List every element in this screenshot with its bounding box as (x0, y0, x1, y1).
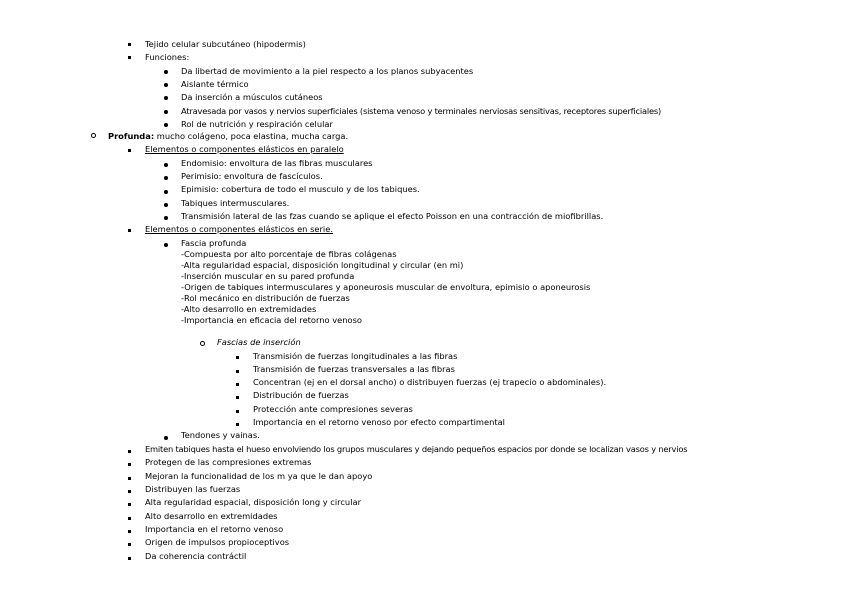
bullet-dot (164, 159, 168, 171)
list-item-text: Emiten tabiques hasta el hueso envolviendo los grupos musculares y dejando pequeños espacios por donde se localizan vasos y nervios (145, 444, 688, 454)
bullet-dot (164, 199, 168, 211)
subsection-title: Elementos o componentes elásticos en paralelo (145, 144, 344, 154)
bullet-dot (164, 66, 168, 78)
detail-line: -Origen de tabiques intermusculares y aponeurosis muscular de envoltura, epimisio o aponeurosis (181, 282, 591, 292)
bullet-square (128, 526, 131, 538)
bullet-ring (91, 130, 96, 142)
list-item-text: Endomisio: envoltura de las fibras musculares (181, 158, 373, 168)
bullet-dot (164, 239, 168, 251)
list-item-text: Mejoran la funcionalidad de los m ya que le dan apoyo (145, 471, 373, 481)
bullet-square (236, 352, 239, 364)
bullet-dot (164, 79, 168, 91)
list-item-text: Epimisio: cobertura de todo el musculo y de los tabiques. (181, 184, 420, 194)
list-item-text: Fascia profunda (181, 238, 247, 248)
list-item-text: Transmisión lateral de las fzas cuando se aplique el efecto Poisson en una contracción de miofibrillas. (181, 211, 604, 221)
list-item-text: Transmisión de fuerzas longitudinales a las fibras (253, 351, 458, 361)
detail-line: -Compuesta por alto porcentaje de fibras colágenas (181, 249, 397, 259)
subsection-title: Elementos o componentes elásticos en serie. (145, 224, 333, 234)
bullet-square (128, 553, 131, 565)
detail-line: -Inserción muscular en su pared profunda (181, 271, 355, 281)
bullet-square (128, 499, 131, 511)
list-item-text: Atravesada por vasos y nervios superficiales (sistema venoso y terminales nerviosas sensitivas, receptores superficiales) (181, 106, 662, 116)
section-description: mucho colágeno, poca elastina, mucha carga. (154, 131, 349, 141)
list-item-text: Da inserción a músculos cutáneos (181, 92, 323, 102)
detail-line: -Importancia en eficacia del retorno venoso (181, 315, 362, 325)
list-item-text: Protección ante compresiones severas (253, 404, 413, 414)
list-item-text: Da coherencia contráctil (145, 551, 247, 561)
bullet-square (236, 366, 239, 378)
list-item-text: Distribución de fuerzas (253, 390, 349, 400)
list-item-text: Protegen de las compresiones extremas (145, 457, 312, 467)
detail-line: -Alto desarrollo en extremidades (181, 304, 317, 314)
bullet-square (128, 539, 131, 551)
list-item-text: Da libertad de movimiento a la piel respecto a los planos subyacentes (181, 66, 474, 76)
list-item-text: Rol de nutrición y respiración celular (181, 119, 333, 129)
detail-line: -Rol mecánico en distribución de fuerzas (181, 293, 350, 303)
bullet-square (236, 379, 239, 391)
bullet-square (128, 145, 131, 157)
bullet-dot (164, 106, 168, 118)
bullet-square (128, 486, 131, 498)
list-item-text: Importancia en el retorno venoso (145, 524, 284, 534)
list-item-text: Transmisión de fuerzas transversales a las fibras (253, 364, 455, 374)
bullet-square (128, 446, 131, 458)
list-item-text: Tabiques intermusculares. (181, 198, 290, 208)
bullet-square (128, 473, 131, 485)
bullet-ring (200, 338, 205, 350)
bullet-square (236, 392, 239, 404)
bullet-square (128, 459, 131, 471)
bullet-dot (164, 92, 168, 104)
list-item-text: Alto desarrollo en extremidades (145, 511, 278, 521)
bullet-square (236, 406, 239, 418)
bullet-square (128, 513, 131, 525)
subsection-title-italic: Fascias de inserción (217, 337, 301, 347)
list-item-text: Distribuyen las fuerzas (145, 484, 241, 494)
bullet-dot (164, 172, 168, 184)
list-item-text: Alta regularidad espacial, disposición long y circular (145, 497, 361, 507)
bullet-square (128, 39, 131, 51)
list-item-text: Concentran (ej en el dorsal ancho) o distribuyen fuerzas (ej trapecio o abdominales). (253, 377, 607, 387)
bullet-square (128, 225, 131, 237)
list-item-text: Tejido celular subcutáneo (hipodermis) (145, 39, 306, 49)
section-heading-line (108, 130, 348, 142)
bullet-dot (164, 186, 168, 198)
section-label: Profunda: (108, 131, 155, 141)
list-item-text: Importancia en el retorno venoso por efecto compartimental (253, 417, 505, 427)
list-item-text: Funciones: (145, 52, 190, 62)
list-item-text: Aislante térmico (181, 79, 249, 89)
bullet-square (128, 52, 131, 64)
list-item-text: Tendones y vainas. (181, 430, 260, 440)
list-item-text: Perimisio: envoltura de fascículos. (181, 171, 323, 181)
detail-line: -Alta regularidad espacial, disposición longitudinal y circular (en mi) (181, 260, 464, 270)
list-item-text: Origen de impulsos propioceptivos (145, 537, 290, 547)
